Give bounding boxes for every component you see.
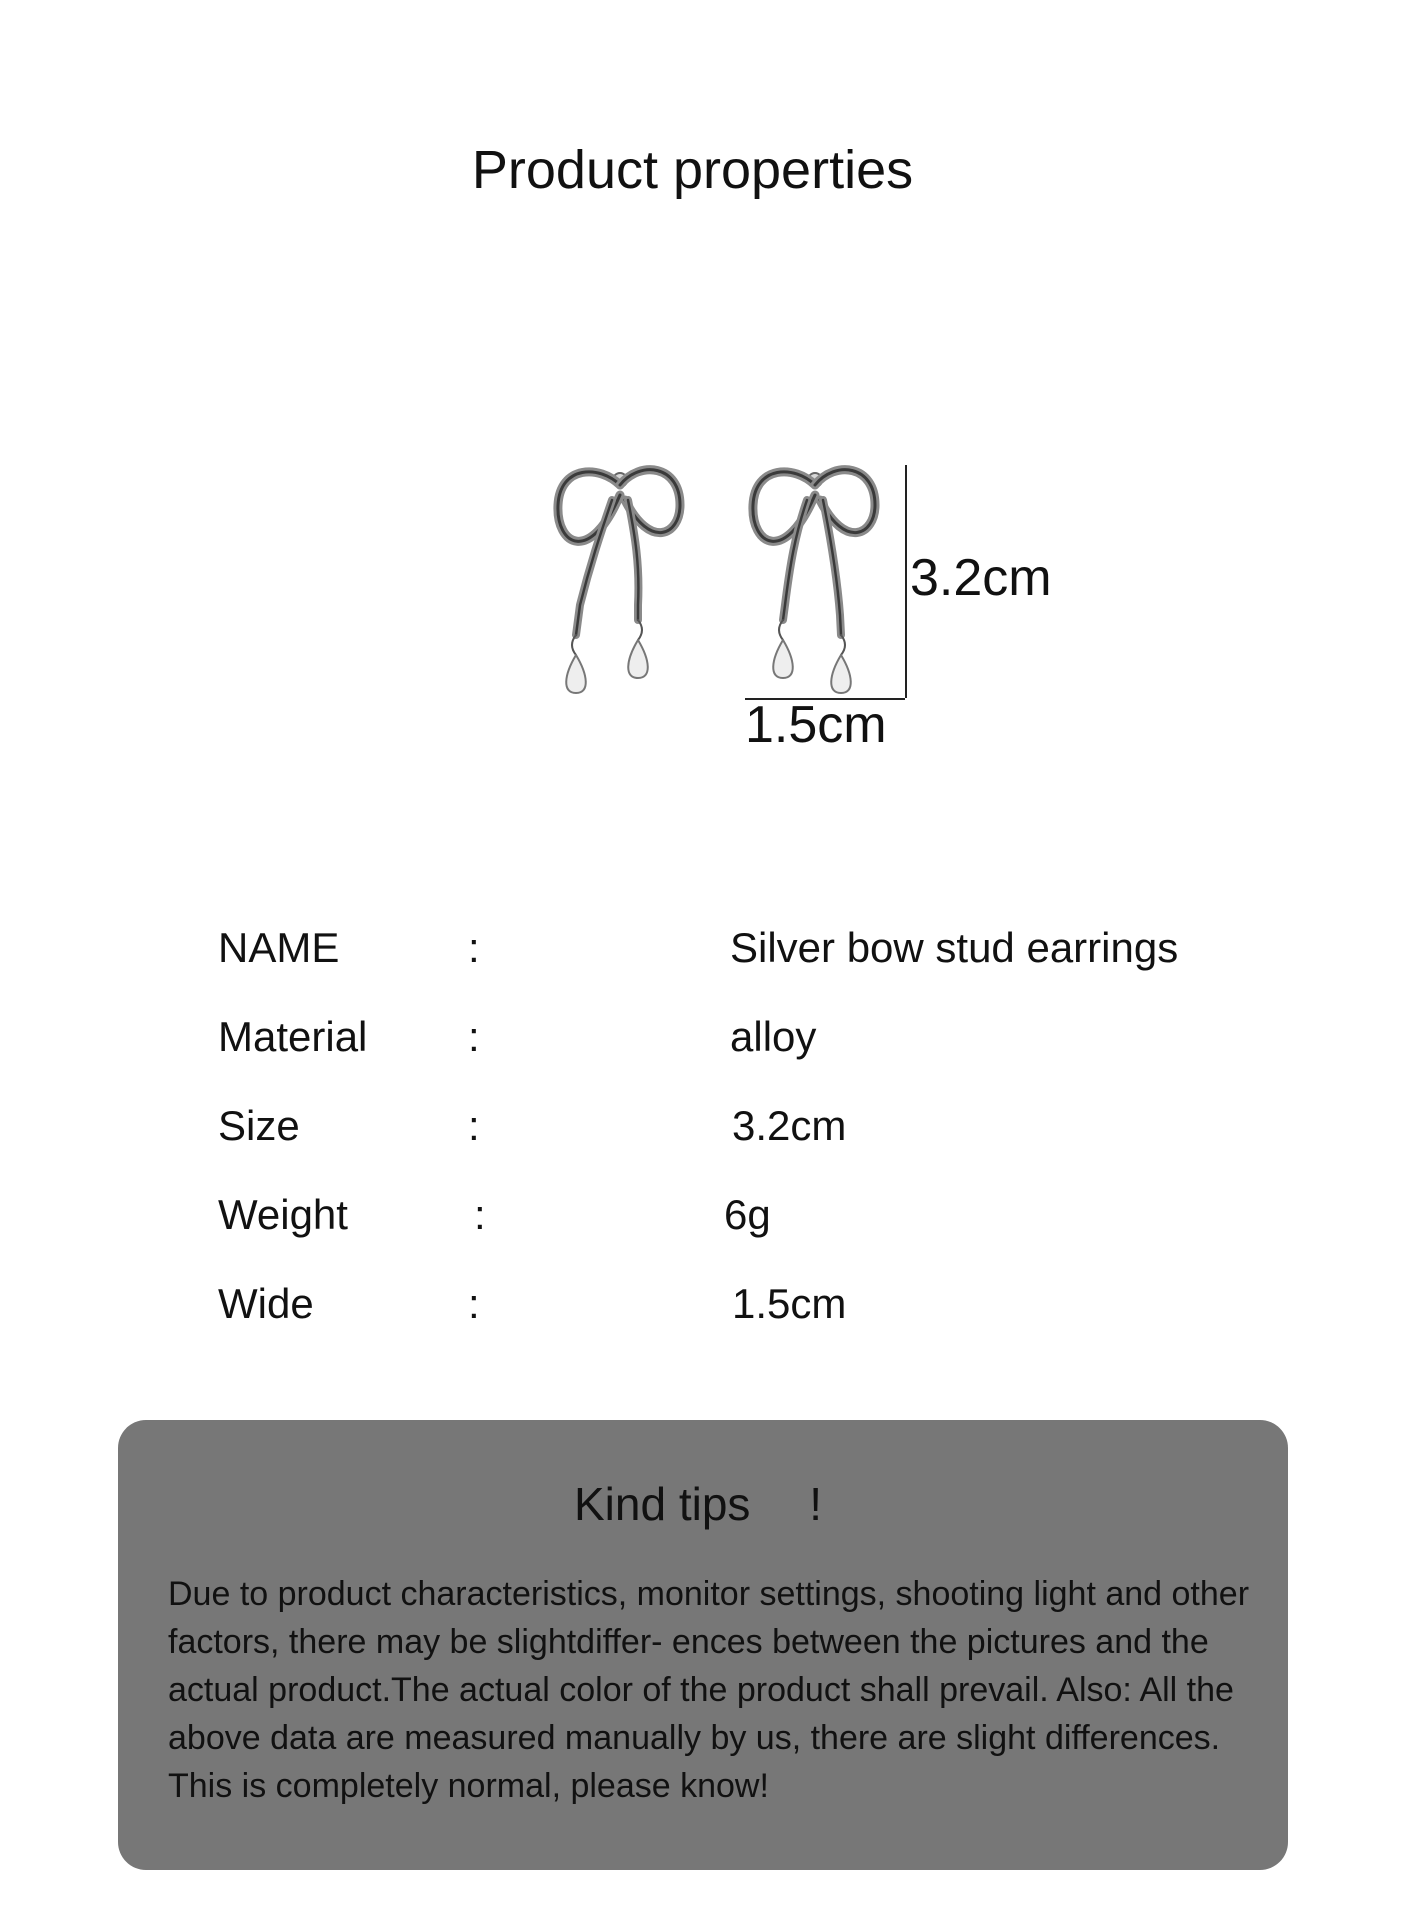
property-colon: : — [468, 1102, 480, 1149]
property-label: Size — [218, 1102, 300, 1149]
property-value: 1.5cm — [732, 1280, 847, 1327]
property-value: alloy — [730, 1013, 817, 1060]
property-colon: : — [468, 1280, 480, 1327]
property-colon: : — [468, 924, 480, 971]
left-earring — [558, 470, 680, 693]
property-value: 3.2cm — [732, 1102, 847, 1149]
page-title: Product properties — [471, 140, 914, 200]
property-row-weight — [218, 1185, 1218, 1274]
kind-tips-body: Due to product characteristics, monitor settings, shooting light and other factors, there may be slightdiffer- ences between the pictures and the actual product.The actual color of the product shall prevail. Also: All the above data are measured manually by us, there are slight differences. This is completely normal, please know! — [168, 1575, 1250, 1805]
property-row-size — [218, 1096, 1218, 1185]
property-label: Wide — [218, 1280, 314, 1327]
property-row-wide — [218, 1274, 1218, 1363]
kind-tips-title: Kind tips ! — [574, 1478, 822, 1530]
property-value: Silver bow stud earrings — [730, 924, 1179, 971]
height-label: 3.2cm — [910, 549, 1052, 607]
property-colon: : — [468, 1013, 480, 1060]
property-colon: : — [474, 1191, 486, 1238]
right-earring — [753, 470, 875, 693]
properties-table — [218, 918, 1218, 1363]
property-label: Material — [218, 1013, 368, 1060]
property-row-material — [218, 1007, 1218, 1096]
width-label: 1.5cm — [745, 696, 887, 754]
property-label: Weight — [218, 1191, 348, 1238]
property-row-name — [218, 918, 1218, 1007]
property-label: NAME — [218, 924, 340, 971]
property-value: 6g — [724, 1191, 771, 1238]
kind-tips-panel — [118, 1420, 1288, 1870]
